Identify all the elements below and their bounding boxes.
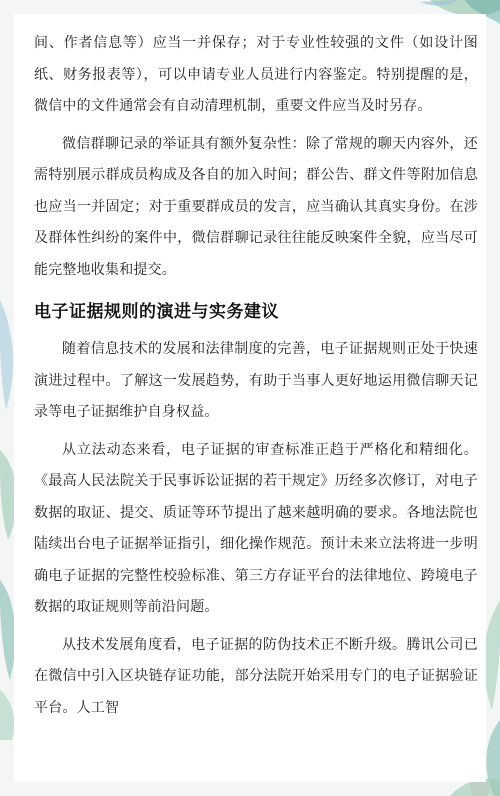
paragraph-file-preservation: 间、作者信息等）应当一并保存；对于专业性较强的文件（如设计图纸、财务报表等），可以申请专业人员进行内容鉴定。特别提醒的是，微信中的文件通常会有自动清理机制，重要文件应当及时另存。 <box>34 35 478 114</box>
paragraph-legislative-trend: 从立法动态来看，电子证据的审查标准正趋于严格化和精细化。《最高人民法院关于民事诉讼证据的若干规定》历经多次修订，对电子数据的取证、提交、质证等环节提出了越来越明确的要求。各地法院也陆续出台电子证据举证指引，细化操作规范。预计未来立法将进一步明确电子证据的完整性校验标准、第三方存证平台的法律地位、跨境电子数据的取证规则等前沿问题。 <box>34 441 478 615</box>
section-heading: 电子证据规则的演进与实务建议 <box>34 302 279 322</box>
paragraph-rules-evolution: 随着信息技术的发展和法律制度的完善，电子证据规则正处于快速演进过程中。了解这一发展趋势，有助于当事人更好地运用微信聊天记录等电子证据维护自身权益。 <box>34 341 478 420</box>
document-page <box>14 14 486 782</box>
document-body <box>34 28 478 724</box>
paragraph-technology-trend: 从技术发展角度看，电子证据的防伪技术正不断升级。腾讯公司已在微信中引入区块链存证功能，部分法院开始采用专门的电子证据验证平台。人工智 <box>34 636 478 716</box>
paragraph-group-chat-evidence: 微信群聊记录的举证具有额外复杂性：除了常规的聊天内容外，还需特别展示群成员构成及各自的加入时间；群公告、群文件等附加信息也应当一并固定；对于重要群成员的发言，应当确认其真实身份。在涉及群体性纠纷的案件中，微信群聊记录往往能反映案件全貌，应当尽可能完整地收集和提交。 <box>34 135 478 278</box>
